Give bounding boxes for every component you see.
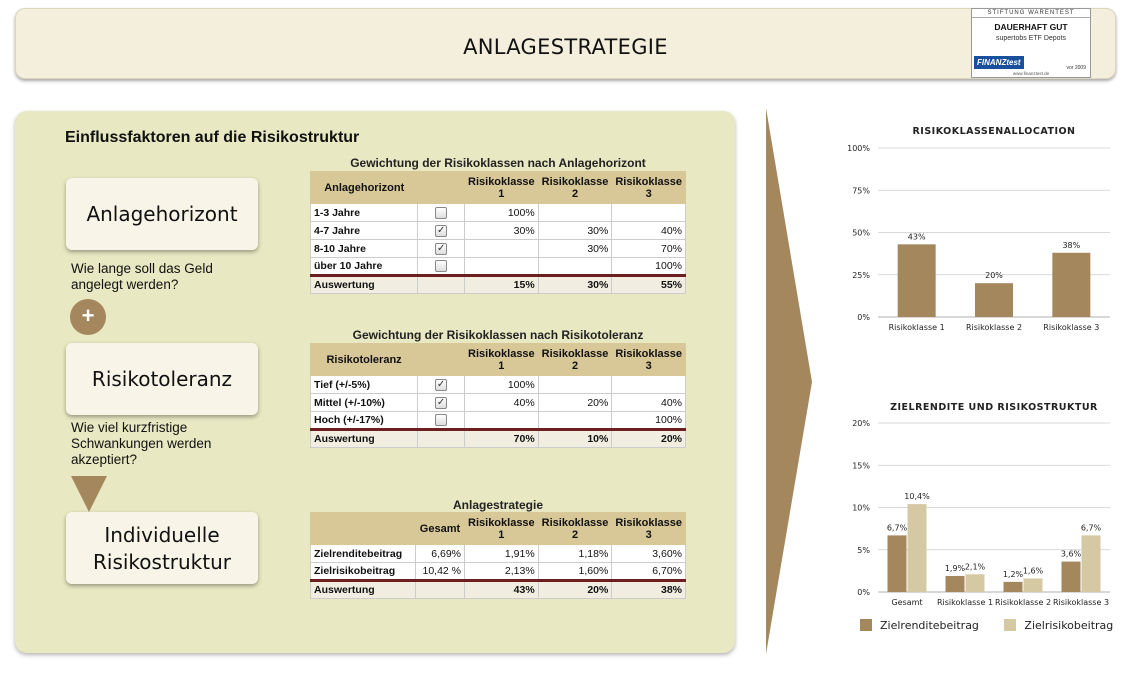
bar	[946, 576, 965, 592]
table-header: Risikoklasse 2	[538, 513, 612, 545]
value-cell: 6,69%	[415, 545, 464, 563]
legend-item-zielrisiko	[1004, 619, 1113, 632]
table-header: Risikoklasse 1	[465, 172, 539, 204]
bar	[908, 504, 927, 592]
page-title: ANLAGESTRATEGIE	[463, 35, 668, 59]
summary-label: Auswertung	[311, 430, 418, 448]
question-risikotoleranz	[71, 420, 211, 468]
table-header: Risikoklasse 3	[612, 513, 686, 545]
value-cell: 2,13%	[465, 563, 539, 581]
row-label: über 10 Jahre	[311, 258, 418, 276]
summary-label: Auswertung	[311, 581, 416, 599]
table-header: Risikoklasse 3	[612, 172, 686, 204]
flow-arrow	[766, 108, 816, 656]
row-label: 4-7 Jahre	[311, 222, 418, 240]
value-cell	[612, 376, 686, 394]
data-label: 43%	[907, 232, 926, 242]
value-cell: 10,42 %	[415, 563, 464, 581]
bar	[888, 535, 907, 592]
checkbox[interactable]: ✓	[437, 224, 446, 236]
value-cell: 100%	[612, 412, 686, 430]
data-label: 38%	[1062, 240, 1081, 250]
y-tick-label: 25%	[852, 270, 870, 280]
table-header	[418, 344, 465, 376]
row-label: Zielrisikobeitrag	[311, 563, 416, 581]
summary-value: 70%	[465, 430, 539, 448]
table-row	[311, 394, 686, 412]
checkbox-cell	[418, 258, 465, 276]
data-label: 10,4%	[904, 492, 930, 502]
chart-risikoklassenallocation	[838, 120, 1118, 350]
table-header: Risikotoleranz	[311, 344, 418, 376]
table-row	[311, 240, 686, 258]
y-tick-label: 20%	[852, 419, 870, 428]
row-label: Tief (+/-5%)	[311, 376, 418, 394]
summary-value: 20%	[538, 581, 612, 599]
question-anlagehorizont	[71, 261, 213, 293]
value-cell: 6,70%	[612, 563, 686, 581]
data-label: 1,2%	[1002, 569, 1024, 579]
x-tick-label: Risikoklasse 2	[994, 598, 1052, 607]
value-cell: 30%	[538, 222, 612, 240]
summary-value: 55%	[612, 276, 686, 294]
bar	[1004, 582, 1023, 592]
value-cell	[612, 204, 686, 222]
plus-icon: +	[70, 299, 106, 335]
summary-row	[311, 581, 686, 599]
table-header	[311, 513, 416, 545]
checkbox[interactable]: ✓	[436, 378, 446, 390]
value-cell	[465, 240, 539, 258]
value-cell: 30%	[538, 240, 612, 258]
y-tick-label: 15%	[852, 461, 870, 471]
card-risikotoleranz: Risikotoleranz	[66, 343, 258, 415]
summary-value: 30%	[538, 276, 612, 294]
summary-value	[415, 581, 464, 599]
legend-label: Zielrisikobeitrag	[1024, 619, 1114, 632]
badge-rating: DAUERHAFT GUT	[994, 22, 1068, 32]
legend-label: Zielrenditebeitrag	[880, 619, 979, 632]
data-label: 3,6%	[1060, 549, 1082, 559]
bar	[1024, 578, 1043, 592]
row-label: Mittel (+/-10%)	[311, 394, 418, 412]
y-tick-label: 75%	[852, 186, 870, 196]
table-anlagestrategie	[310, 512, 686, 599]
question-line: Wie lange soll das Geld	[71, 261, 213, 276]
value-cell: 1,18%	[538, 545, 612, 563]
card-line: Individuelle	[104, 523, 220, 547]
legend-swatch	[1004, 619, 1016, 631]
checkbox-cell	[418, 376, 465, 394]
checkbox-cell	[418, 412, 465, 430]
question-line: Schwankungen werden	[71, 436, 212, 451]
question-line: akzeptiert?	[71, 452, 138, 467]
checkbox[interactable]	[435, 207, 447, 219]
bar	[975, 283, 1013, 317]
summary-cell	[418, 430, 465, 448]
value-cell: 1,91%	[465, 545, 539, 563]
value-cell: 1,60%	[538, 563, 612, 581]
row-label: 1-3 Jahre	[311, 204, 418, 222]
value-cell: 30%	[465, 222, 539, 240]
table-header: Gesamt	[415, 513, 464, 545]
table-row	[311, 222, 686, 240]
table1-caption: Gewichtung der Risikoklassen nach Anlagehorizont	[350, 156, 646, 170]
badge-url: www.finanztest.de	[1012, 71, 1050, 76]
value-cell: 70%	[612, 240, 686, 258]
value-cell	[465, 412, 539, 430]
bar	[1082, 535, 1101, 592]
summary-cell	[418, 276, 465, 294]
value-cell: 40%	[612, 394, 686, 412]
table-header: Risikoklasse 2	[538, 344, 612, 376]
y-tick-label: 10%	[852, 503, 870, 513]
table-anlagehorizont	[310, 171, 686, 294]
data-label: 6,7%	[886, 523, 908, 533]
checkbox[interactable]	[435, 414, 447, 426]
badge-org: STIFTUNG WARENTEST	[972, 9, 1090, 18]
question-line: angelegt werden?	[71, 277, 179, 292]
table-header: Anlagehorizont	[311, 172, 418, 204]
data-label: 6,7%	[1080, 523, 1102, 533]
checkbox[interactable]: ✓	[437, 242, 446, 254]
data-label: 2,1%	[964, 562, 986, 572]
summary-value: 10%	[538, 430, 612, 448]
summary-value: 43%	[465, 581, 539, 599]
card-individuelle-risikostruktur	[66, 512, 258, 584]
data-label: 20%	[985, 271, 1003, 281]
summary-row	[311, 430, 686, 448]
table-header	[418, 172, 465, 204]
value-cell: 40%	[465, 394, 539, 412]
row-label: 8-10 Jahre	[311, 240, 418, 258]
data-label: 1,6%	[1022, 566, 1044, 576]
card-anlagehorizont: Anlagehorizont	[66, 178, 258, 250]
panel-title: Einflussfaktoren auf die Risikostruktur	[65, 129, 360, 146]
x-tick-label: Gesamt	[891, 598, 923, 607]
y-tick-label: 0%	[857, 588, 870, 597]
card-line: Risikostruktur	[92, 550, 232, 574]
y-tick-label: 100%	[847, 144, 870, 153]
checkbox[interactable]: ✓	[436, 396, 446, 408]
value-cell: 100%	[465, 204, 539, 222]
table-header: Risikoklasse 1	[465, 344, 539, 376]
table3-caption: Anlagestrategie	[452, 498, 544, 512]
table-row	[311, 545, 686, 563]
badge-subject: supertobs ETF Depots	[995, 35, 1067, 42]
summary-value: 15%	[465, 276, 539, 294]
legend-item-zielrendite	[860, 619, 979, 632]
value-cell: 3,60%	[612, 545, 686, 563]
value-cell: 100%	[612, 258, 686, 276]
value-cell: 40%	[612, 222, 686, 240]
bar	[1062, 562, 1081, 592]
bar	[898, 244, 936, 317]
table-header: Risikoklasse 3	[612, 344, 686, 376]
chart-title: RISIKOKLASSENALLOCATION	[912, 126, 1076, 137]
table-header: Risikoklasse 2	[538, 172, 612, 204]
down-triangle-icon	[71, 476, 107, 512]
value-cell	[538, 412, 612, 430]
y-tick-label: 0%	[857, 313, 870, 322]
table-row	[311, 204, 686, 222]
value-cell: 100%	[465, 376, 539, 394]
row-label: Hoch (+/-17%)	[311, 412, 418, 430]
y-tick-label: 5%	[857, 545, 870, 555]
table-row	[311, 412, 686, 430]
x-tick-label: Risikoklasse 2	[965, 323, 1023, 332]
summary-value: 38%	[612, 581, 686, 599]
chart-zielrendite-risikostruktur	[838, 396, 1123, 614]
value-cell	[538, 258, 612, 276]
table2-caption: Gewichtung der Risikoklassen nach Risikotoleranz	[352, 328, 644, 342]
table-row	[311, 258, 686, 276]
summary-row	[311, 276, 686, 294]
bar	[1052, 253, 1090, 317]
chart2-legend	[860, 619, 1113, 632]
x-tick-label: Risikoklasse 3	[1052, 598, 1110, 607]
x-tick-label: Risikoklasse 3	[1043, 323, 1100, 332]
table-row	[311, 376, 686, 394]
summary-label: Auswertung	[311, 276, 418, 294]
checkbox-cell	[418, 222, 465, 240]
value-cell: 20%	[538, 394, 612, 412]
test-seal-badge	[971, 8, 1091, 78]
chart-title: ZIELRENDITE UND RISIKOSTRUKTUR	[890, 402, 1098, 413]
summary-value: 20%	[612, 430, 686, 448]
x-tick-label: Risikoklasse 1	[936, 598, 994, 607]
table-row	[311, 563, 686, 581]
legend-swatch	[860, 619, 872, 631]
value-cell	[538, 376, 612, 394]
checkbox-cell	[418, 394, 465, 412]
badge-date: vor 2009	[1066, 65, 1086, 71]
value-cell	[538, 204, 612, 222]
bar	[966, 574, 985, 592]
finanztest-logo: FINANZtest	[974, 56, 1024, 69]
checkbox[interactable]	[435, 260, 447, 272]
value-cell	[465, 258, 539, 276]
checkbox-cell	[418, 240, 465, 258]
checkbox-cell	[418, 204, 465, 222]
data-label: 1,9%	[944, 563, 966, 573]
x-tick-label: Risikoklasse 1	[888, 323, 945, 332]
question-line: Wie viel kurzfristige	[71, 420, 188, 435]
row-label: Zielrenditebeitrag	[311, 545, 416, 563]
header-bar	[15, 8, 1116, 79]
table-risikotoleranz	[310, 343, 686, 448]
table-header: Risikoklasse 1	[465, 513, 539, 545]
y-tick-label: 50%	[852, 228, 870, 238]
